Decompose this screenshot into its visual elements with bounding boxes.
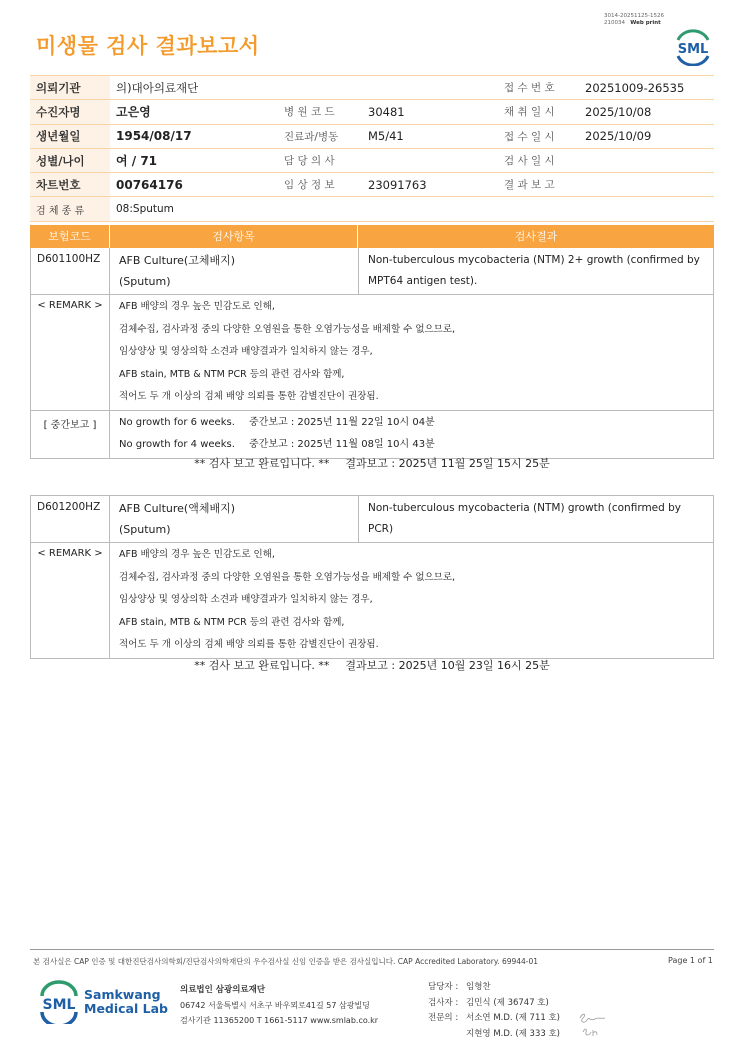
- remark-label: < REMARK >: [31, 295, 110, 410]
- test-result-line: Non-tuberculous mycobacteria (NTM) 2+ growth (confirmed by: [368, 254, 700, 266]
- test-item: [111, 496, 359, 542]
- organization-info: [180, 982, 378, 1028]
- test-item-specimen: (Sputum): [119, 275, 171, 288]
- info-value: 20251009-26535: [579, 76, 714, 100]
- info-value: 2025/10/08: [579, 100, 714, 124]
- remark-label: < REMARK >: [31, 543, 110, 658]
- info-value: [579, 148, 714, 172]
- info-value: M5/41: [362, 124, 498, 148]
- staff-name: 임형찬: [466, 982, 491, 992]
- info-label: 성별/나이: [30, 148, 110, 172]
- remark-line: AFB stain, MTB & NTM PCR 등의 관련 검사와 함께,: [119, 616, 345, 628]
- result-table-header: [30, 225, 714, 248]
- remark-line: AFB 배양의 경우 높은 민감도로 인해,: [119, 549, 275, 560]
- info-label: 진료과/병동: [278, 124, 362, 148]
- web-print-label: Web print: [630, 20, 661, 26]
- page-number: Page 1 of 1: [668, 956, 713, 965]
- test-item-name: AFB Culture(액체배지): [119, 502, 236, 515]
- logo-text: SML: [677, 42, 709, 57]
- staff-item: [428, 1027, 560, 1043]
- info-row: [30, 100, 714, 124]
- brand-name: [84, 988, 168, 1016]
- info-value: 의)대아의료재단: [110, 76, 498, 100]
- remark-line: AFB 배양의 경우 높은 민감도로 인해,: [119, 301, 275, 312]
- brand-line: Samkwang: [84, 987, 161, 1002]
- complete-note: ** 검사 보고 완료입니다. **: [194, 659, 330, 672]
- document-code-line1: 3014-20251125-1526: [604, 13, 664, 19]
- info-label: 임 상 정 보: [278, 173, 362, 197]
- header-item: 검사항목: [110, 225, 358, 248]
- footer-logo-text: SML: [42, 997, 76, 1013]
- info-row: [30, 197, 714, 221]
- org-address: 06742 서울특별시 서초구 바우뫼로41길 57 삼광빌딩: [180, 1001, 370, 1010]
- staff-role: 검사자 :: [428, 997, 459, 1008]
- test-code: D601200HZ: [31, 496, 110, 542]
- remark-line: 임상양상 및 영상의학 소견과 배양결과가 일치하지 않는 경우,: [119, 346, 373, 357]
- info-label: 담 당 의 사: [278, 148, 362, 172]
- staff-name: 서소연 M.D. (제 711 호): [466, 1013, 561, 1023]
- info-value: 00764176: [110, 173, 278, 197]
- info-value: 고은영: [110, 100, 278, 124]
- final-report-line: [30, 657, 714, 673]
- accreditation-note: 본 검사실은 CAP 인증 및 대한진단검사의학회/진단검사의학재단의 우수검사실 신임 인증을 받은 검사실입니다. CAP Accredited Laboratory. 69944-01: [33, 957, 539, 966]
- info-label: 검 체 종 류: [30, 197, 110, 221]
- staff-item: [428, 1011, 560, 1027]
- info-label: 접 수 번 호: [498, 76, 579, 100]
- remark-line: AFB stain, MTB & NTM PCR 등의 관련 검사와 함께,: [119, 368, 345, 380]
- test-result: [360, 496, 713, 542]
- info-label: 채 취 일 시: [498, 100, 579, 124]
- info-label: 수진자명: [30, 100, 110, 124]
- info-row: [30, 148, 714, 172]
- patient-info-table: [30, 75, 714, 222]
- test-item-specimen: (Sputum): [119, 523, 171, 536]
- test-block: [30, 495, 714, 659]
- document-code-number: 210034: [604, 20, 625, 26]
- interim-text: [111, 411, 713, 458]
- info-label: 의뢰기관: [30, 76, 110, 100]
- info-row: [30, 173, 714, 197]
- staff-item: [428, 996, 560, 1012]
- test-row: [31, 248, 713, 294]
- staff-role: 담당자 :: [428, 982, 459, 992]
- remark-line: 검체수집, 검사과정 중의 다양한 오염원을 통한 오염가능성을 배제할 수 없으므로,: [119, 323, 456, 335]
- page-title: 미생물 검사 결과보고서: [36, 34, 260, 58]
- test-code: D601100HZ: [31, 248, 110, 294]
- test-item-name: AFB Culture(고체배지): [119, 254, 236, 267]
- document-code: [604, 13, 664, 27]
- staff-item: [428, 980, 560, 996]
- sml-footer-logo-icon: [37, 980, 81, 1028]
- staff-name: 지현영 M.D. (제 333 호): [466, 1028, 561, 1039]
- info-value: [362, 148, 498, 172]
- interim-row: [31, 410, 713, 458]
- remark-line: 적어도 두 개 이상의 검체 배양 의뢰를 통한 감별진단이 권장됨.: [119, 639, 379, 650]
- test-result-line: MPT64 antigen test).: [368, 275, 478, 287]
- final-report-time: 결과보고 : 2025년 10월 23일 16시 25분: [345, 659, 550, 672]
- info-value: 23091763: [362, 173, 498, 197]
- info-value: 30481: [362, 100, 498, 124]
- staff-role: 전문의 :: [428, 1013, 459, 1023]
- info-label: 결 과 보 고: [498, 173, 579, 197]
- test-item: [111, 248, 359, 294]
- remark-line: 임상양상 및 영상의학 소견과 배양결과가 일치하지 않는 경우,: [119, 594, 373, 605]
- staff-name: 김민식 (제 36747 호): [466, 997, 549, 1008]
- interim-report-time: 중간보고 : 2025년 11월 22일 10시 04분: [249, 416, 435, 428]
- interim-status: No growth for 6 weeks.: [119, 416, 235, 428]
- test-result-line: PCR): [368, 523, 394, 535]
- info-label: 병 원 코 드: [278, 100, 362, 124]
- info-row: [30, 124, 714, 148]
- info-value: [579, 173, 714, 197]
- org-contact: 검사기관 11365200 T 1661-5117 www.smlab.co.kr: [180, 1016, 379, 1025]
- staff-list: [428, 980, 560, 1042]
- info-label: 접 수 일 시: [498, 124, 579, 148]
- info-label: 차트번호: [30, 173, 110, 197]
- footer-divider: [30, 949, 714, 950]
- remark-row: [31, 294, 713, 410]
- info-label: 생년월일: [30, 124, 110, 148]
- final-report-line: [30, 455, 714, 471]
- remark-text: [111, 543, 713, 658]
- complete-note: ** 검사 보고 완료입니다. **: [194, 457, 330, 470]
- remark-row: [31, 542, 713, 658]
- sml-logo-icon: [672, 26, 714, 70]
- test-row: [31, 496, 713, 542]
- remark-line: 적어도 두 개 이상의 검체 배양 의뢰를 통한 감별진단이 권장됨.: [119, 391, 379, 402]
- info-value: 1954/08/17: [110, 124, 278, 148]
- org-name: 의료법인 삼광의료재단: [180, 985, 266, 995]
- remark-line: 검체수집, 검사과정 중의 다양한 오염원을 통한 오염가능성을 배제할 수 없으므로,: [119, 571, 456, 583]
- interim-report-time: 중간보고 : 2025년 11월 08일 10시 43분: [249, 439, 435, 450]
- test-block: [30, 248, 714, 459]
- remark-text: [111, 295, 713, 410]
- info-label: 검 사 일 시: [498, 148, 579, 172]
- test-result-line: Non-tuberculous mycobacteria (NTM) growth (confirmed by: [368, 502, 682, 514]
- interim-status: No growth for 4 weeks.: [119, 439, 235, 450]
- final-report-time: 결과보고 : 2025년 11월 25일 15시 25분: [345, 457, 550, 470]
- info-value: 2025/10/09: [579, 124, 714, 148]
- info-row: [30, 76, 714, 100]
- signature-icon: [577, 1010, 611, 1043]
- info-value: 08:Sputum: [110, 197, 714, 221]
- test-result: [360, 248, 713, 294]
- interim-label: [ 중간보고 ]: [31, 411, 110, 458]
- header-result: 검사결과: [514, 230, 558, 243]
- brand-line: Medical Lab: [84, 1001, 168, 1016]
- info-value: 여 / 71: [110, 148, 278, 172]
- header-code: 보험코드: [30, 225, 110, 248]
